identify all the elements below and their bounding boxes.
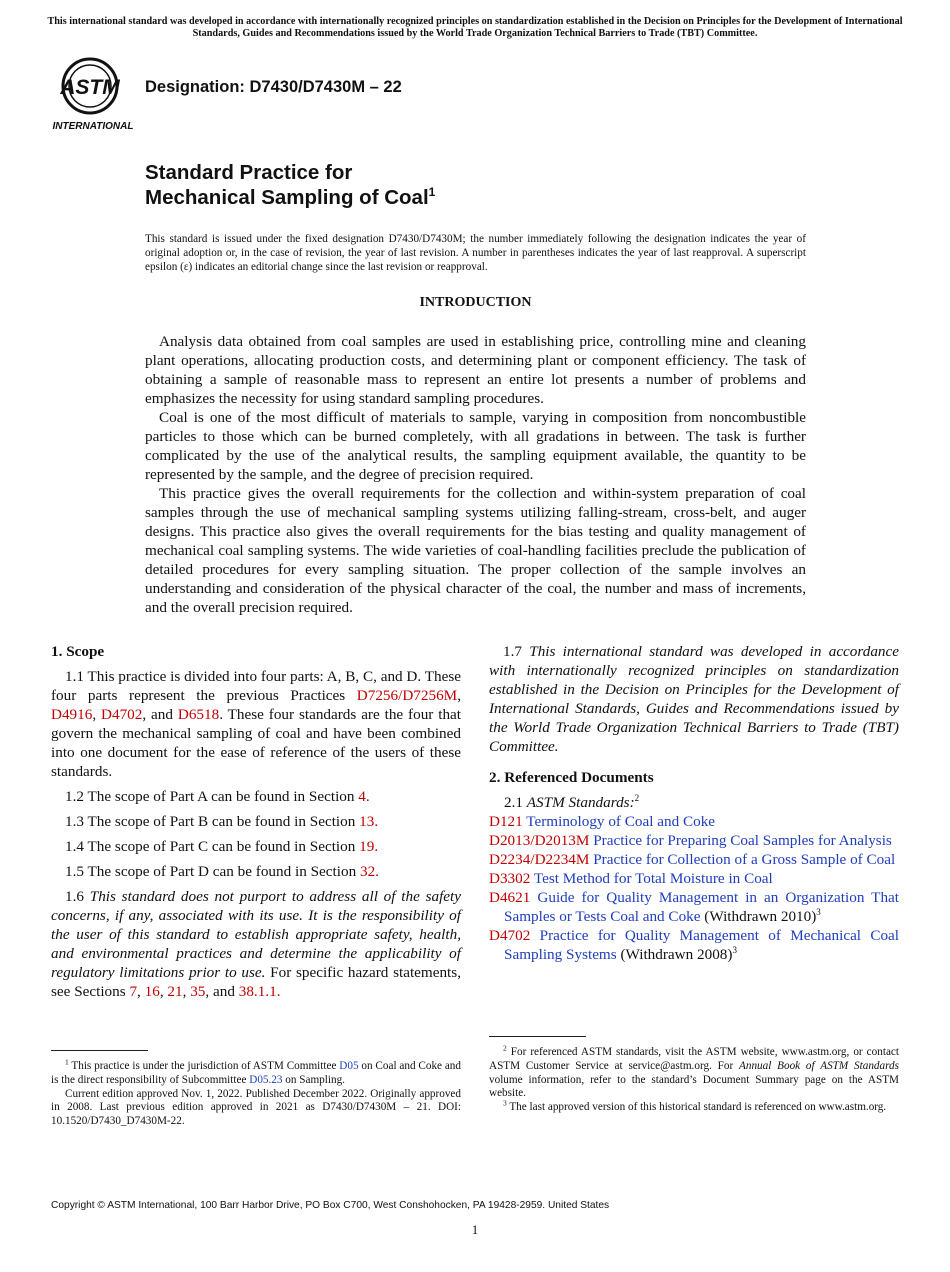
reference-code-link[interactable]: D2013/D2013M bbox=[489, 832, 590, 849]
sub-num: 2.1 bbox=[504, 794, 527, 811]
reference-title-link[interactable]: Practice for Quality Management of Mechanical Coal Sampling Systems bbox=[504, 927, 900, 963]
astm-standards-subheading bbox=[504, 793, 899, 812]
reference-item bbox=[489, 831, 899, 850]
reference-code-link[interactable]: D4702 bbox=[489, 927, 531, 944]
title-line-1: Standard Practice for bbox=[145, 161, 353, 184]
reference-title-link[interactable]: Practice for Collection of a Gross Sample of Coal bbox=[593, 851, 896, 868]
scope-1-2 bbox=[51, 787, 461, 806]
sep: , bbox=[182, 983, 191, 1000]
sub-footnote-mark: 2 bbox=[634, 792, 640, 803]
scope-1-6-num: 1.6 bbox=[65, 888, 90, 905]
scope-1-4 bbox=[51, 837, 461, 856]
sep: , bbox=[457, 687, 461, 704]
link-section-19[interactable]: 19 bbox=[359, 838, 375, 855]
link-d7256[interactable]: D7256/D7256M bbox=[356, 687, 458, 704]
wto-statement: This international standard was developed in accordance with internationally recognized principles on standardization established in the Decision on Principles for the Development of International Standards, Guides and Recommendations issued by the World Trade Organization Technical Barriers to Trade (TBT) Committee. bbox=[489, 643, 900, 755]
reference-item bbox=[489, 812, 899, 831]
period: . bbox=[365, 788, 370, 805]
scope-1-5-text: 1.5 The scope of Part D can be found in Section bbox=[65, 863, 360, 880]
designation: Designation: D7430/D7430M – 22 bbox=[145, 78, 402, 96]
document-title bbox=[145, 160, 435, 210]
right-footnotes bbox=[489, 1036, 899, 1115]
scope-1-7-num: 1.7 bbox=[503, 643, 530, 660]
footnote-2 bbox=[489, 1043, 899, 1101]
title-footnote-mark[interactable]: 1 bbox=[428, 185, 436, 200]
reference-item bbox=[489, 888, 899, 926]
period: . bbox=[374, 813, 379, 830]
footnote-rule bbox=[489, 1036, 586, 1037]
reference-item bbox=[489, 869, 899, 888]
scope-1-1-tail: . These four standards are the four that govern the mechanical sampling of coal and have been combined into one document for the ease of reference of the users of these standards. bbox=[51, 706, 462, 780]
safety-statement: This standard does not purport to address all of the safety concerns, if any, associated with its use. It is the responsibility of the user of this standard to establish appropriate safety, health, and environmental practices and determine the applicability of regulatory limitations prior to use. bbox=[51, 888, 461, 981]
link-d4702[interactable]: D4702 bbox=[101, 706, 143, 723]
referenced-heading: 2. Referenced Documents bbox=[489, 769, 654, 786]
scope-1-6 bbox=[51, 887, 461, 1001]
right-column bbox=[489, 642, 899, 964]
reference-withdrawn-note: (Withdrawn 2010) bbox=[700, 908, 817, 925]
left-footnotes bbox=[51, 1050, 461, 1129]
reference-code-link[interactable]: D4621 bbox=[489, 889, 531, 906]
footnote-2-mark: 2 bbox=[503, 1043, 507, 1053]
reference-title-link[interactable]: Practice for Preparing Coal Samples for Analysis bbox=[593, 832, 892, 849]
link-d05-23[interactable]: D05.23 bbox=[249, 1073, 283, 1086]
title-line-2 bbox=[145, 185, 435, 210]
scope-1-1 bbox=[51, 667, 461, 781]
reference-code-link[interactable]: D121 bbox=[489, 813, 523, 830]
fn2-text: For referenced ASTM standards, visit the ASTM website, www.astm.org, or contact ASTM Customer Service at service@astm.org. For bbox=[489, 1046, 899, 1072]
reference-code-link[interactable]: D3302 bbox=[489, 870, 531, 887]
link-d6518[interactable]: D6518 bbox=[177, 706, 220, 723]
fn2-text: volume information, refer to the standard’s Document Summary page on the ASTM website. bbox=[489, 1073, 899, 1100]
sep: , and bbox=[142, 706, 178, 723]
link-d05[interactable]: D05 bbox=[339, 1060, 359, 1072]
sep: , bbox=[159, 983, 168, 1000]
page-number: 1 bbox=[471, 1222, 479, 1237]
fn2-italic: Annual Book of ASTM Standards bbox=[739, 1059, 899, 1072]
logo-wordmark: INTERNATIONAL bbox=[52, 121, 134, 132]
scope-1-7 bbox=[489, 642, 899, 756]
link-section-21[interactable]: 21 bbox=[167, 983, 183, 1000]
scope-1-4-text: 1.4 The scope of Part C can be found in Section bbox=[65, 838, 360, 855]
scope-1-3-text: 1.3 The scope of Part B can be found in Section bbox=[65, 813, 360, 830]
period: . bbox=[374, 838, 379, 855]
scope-1-6-text: For specific hazard statements, see Sections bbox=[51, 964, 461, 1000]
fn3-text: The last approved version of this historical standard is referenced on www.astm.org. bbox=[506, 1101, 887, 1114]
fn1-text: This practice is under the jurisdiction of ASTM Committee bbox=[68, 1060, 340, 1072]
reference-footnote-mark: 3 bbox=[816, 906, 821, 917]
left-column bbox=[51, 642, 461, 1007]
intro-paragraph-3: This practice gives the overall requirements for the collection and within-system preparation of coal samples through the use of mechanical sampling systems utilizing falling-stream, cross-belt, and auger designs. This practice also gives the overall requirements for the bias testing and quality management of mechanical coal sampling systems. The wide varieties of coal-handling facilities preclude the publication of detailed procedures for every sampling situation. The proper collection of the sample involves an understanding and consideration of the physical character of the coal, the number and mass of increments, and the overall precision required. bbox=[145, 485, 806, 616]
reference-title-link[interactable]: Test Method for Total Moisture in Coal bbox=[533, 870, 773, 887]
footnote-3-mark: 3 bbox=[503, 1098, 507, 1108]
scope-1-2-text: 1.2 The scope of Part A can be found in Section bbox=[65, 788, 359, 805]
intro-paragraph-2: Coal is one of the most difficult of materials to sample, varying in composition from noncombustible particles to those which can be burned completely, with all gradations in between. The task is further complicated by the use of the analytical results, the sampling equipment available, the quantity to be represented by the sample, and the degree of precision required. bbox=[145, 409, 806, 483]
footnote-rule bbox=[51, 1050, 148, 1051]
reference-title-link[interactable]: Guide for Quality Management in an Organization That Samples or Tests Coal and Coke bbox=[504, 889, 900, 925]
scope-heading: 1. Scope bbox=[51, 643, 105, 660]
copyright: Copyright © ASTM International, 100 Barr Harbor Drive, PO Box C700, West Conshohocken, PA 19428-2959. United States bbox=[51, 1200, 610, 1211]
reference-item bbox=[489, 926, 899, 964]
reference-list bbox=[489, 812, 899, 964]
sep: , bbox=[92, 706, 102, 723]
footnote-2-3 bbox=[489, 1043, 899, 1115]
link-section-35[interactable]: 35 bbox=[190, 983, 206, 1000]
footnote-1 bbox=[51, 1057, 461, 1129]
astm-logo bbox=[52, 56, 134, 132]
period: . bbox=[276, 983, 281, 1000]
issued-note: This standard is issued under the fixed designation D7430/D7430M; the number immediately following the designation indicates the year of original adoption or, in the case of revision, the year of last revision. A number in parentheses indicates the year of last reapproval. A superscript epsilon (ε) indicates an editorial change since the last revision or reapproval. bbox=[145, 233, 806, 273]
footnote-1-p1 bbox=[51, 1057, 461, 1088]
link-section-13[interactable]: 13 bbox=[359, 813, 375, 830]
fn1-text: on Sampling. bbox=[282, 1073, 345, 1086]
sep: , and bbox=[205, 983, 239, 1000]
period: . bbox=[375, 863, 379, 880]
reference-footnote-mark: 3 bbox=[732, 944, 737, 955]
link-section-38-1-1[interactable]: 38.1.1 bbox=[238, 983, 277, 1000]
fn1-text: on Coal and Coke and is the direct responsibility of Subcommittee bbox=[51, 1060, 461, 1086]
top-notice: This international standard was developed in accordance with internationally recognized principles on standardization established in the Decision on Principles for the Development of International Standards, Guides and Recommendations issued by the World Trade Organization Technical Barriers to Trade (TBT) Committee. bbox=[47, 16, 903, 39]
reference-title-link[interactable]: Terminology of Coal and Coke bbox=[526, 813, 716, 830]
reference-item bbox=[489, 850, 899, 869]
sub-title: ASTM Standards: bbox=[526, 794, 635, 811]
footnote-1-mark: 1 bbox=[65, 1057, 69, 1067]
scope-1-1-text: 1.1 This practice is divided into four parts: A, B, C, and D. These four parts represent the previous Practices bbox=[51, 668, 461, 704]
title-text: Mechanical Sampling of Coal bbox=[145, 186, 429, 209]
link-section-4[interactable]: 4 bbox=[358, 788, 366, 805]
logo-letters: ASTM bbox=[60, 76, 120, 99]
link-section-16[interactable]: 16 bbox=[144, 983, 160, 1000]
scope-1-3 bbox=[51, 812, 461, 831]
reference-withdrawn-note: (Withdrawn 2008) bbox=[616, 946, 733, 963]
link-section-7[interactable]: 7 bbox=[129, 983, 138, 1000]
scope-1-5 bbox=[51, 862, 461, 881]
intro-paragraph-1: Analysis data obtained from coal samples are used in establishing price, controlling mine and cleaning plant operations, allocating production costs, and determining plant or component efficiency. The task of obtaining a sample of reasonable mass to represent an entire lot presents a number of problems and emphasizes the necessity for using standard sampling procedures. bbox=[145, 333, 806, 407]
introduction-heading: INTRODUCTION bbox=[419, 295, 532, 310]
footnote-1-p2: Current edition approved Nov. 1, 2022. Published December 2022. Originally approved in 2008. Last previous edition approved in 2021 as D7430/D7430M – 21. DOI: 10.1520/D7430_D7430M-22. bbox=[51, 1087, 461, 1128]
footnote-3 bbox=[489, 1098, 899, 1115]
link-section-32[interactable]: 32 bbox=[359, 863, 376, 880]
link-d4916[interactable]: D4916 bbox=[51, 706, 93, 723]
introduction-body bbox=[145, 332, 806, 617]
reference-code-link[interactable]: D2234/D2234M bbox=[489, 851, 590, 868]
sep: , bbox=[137, 983, 145, 1000]
